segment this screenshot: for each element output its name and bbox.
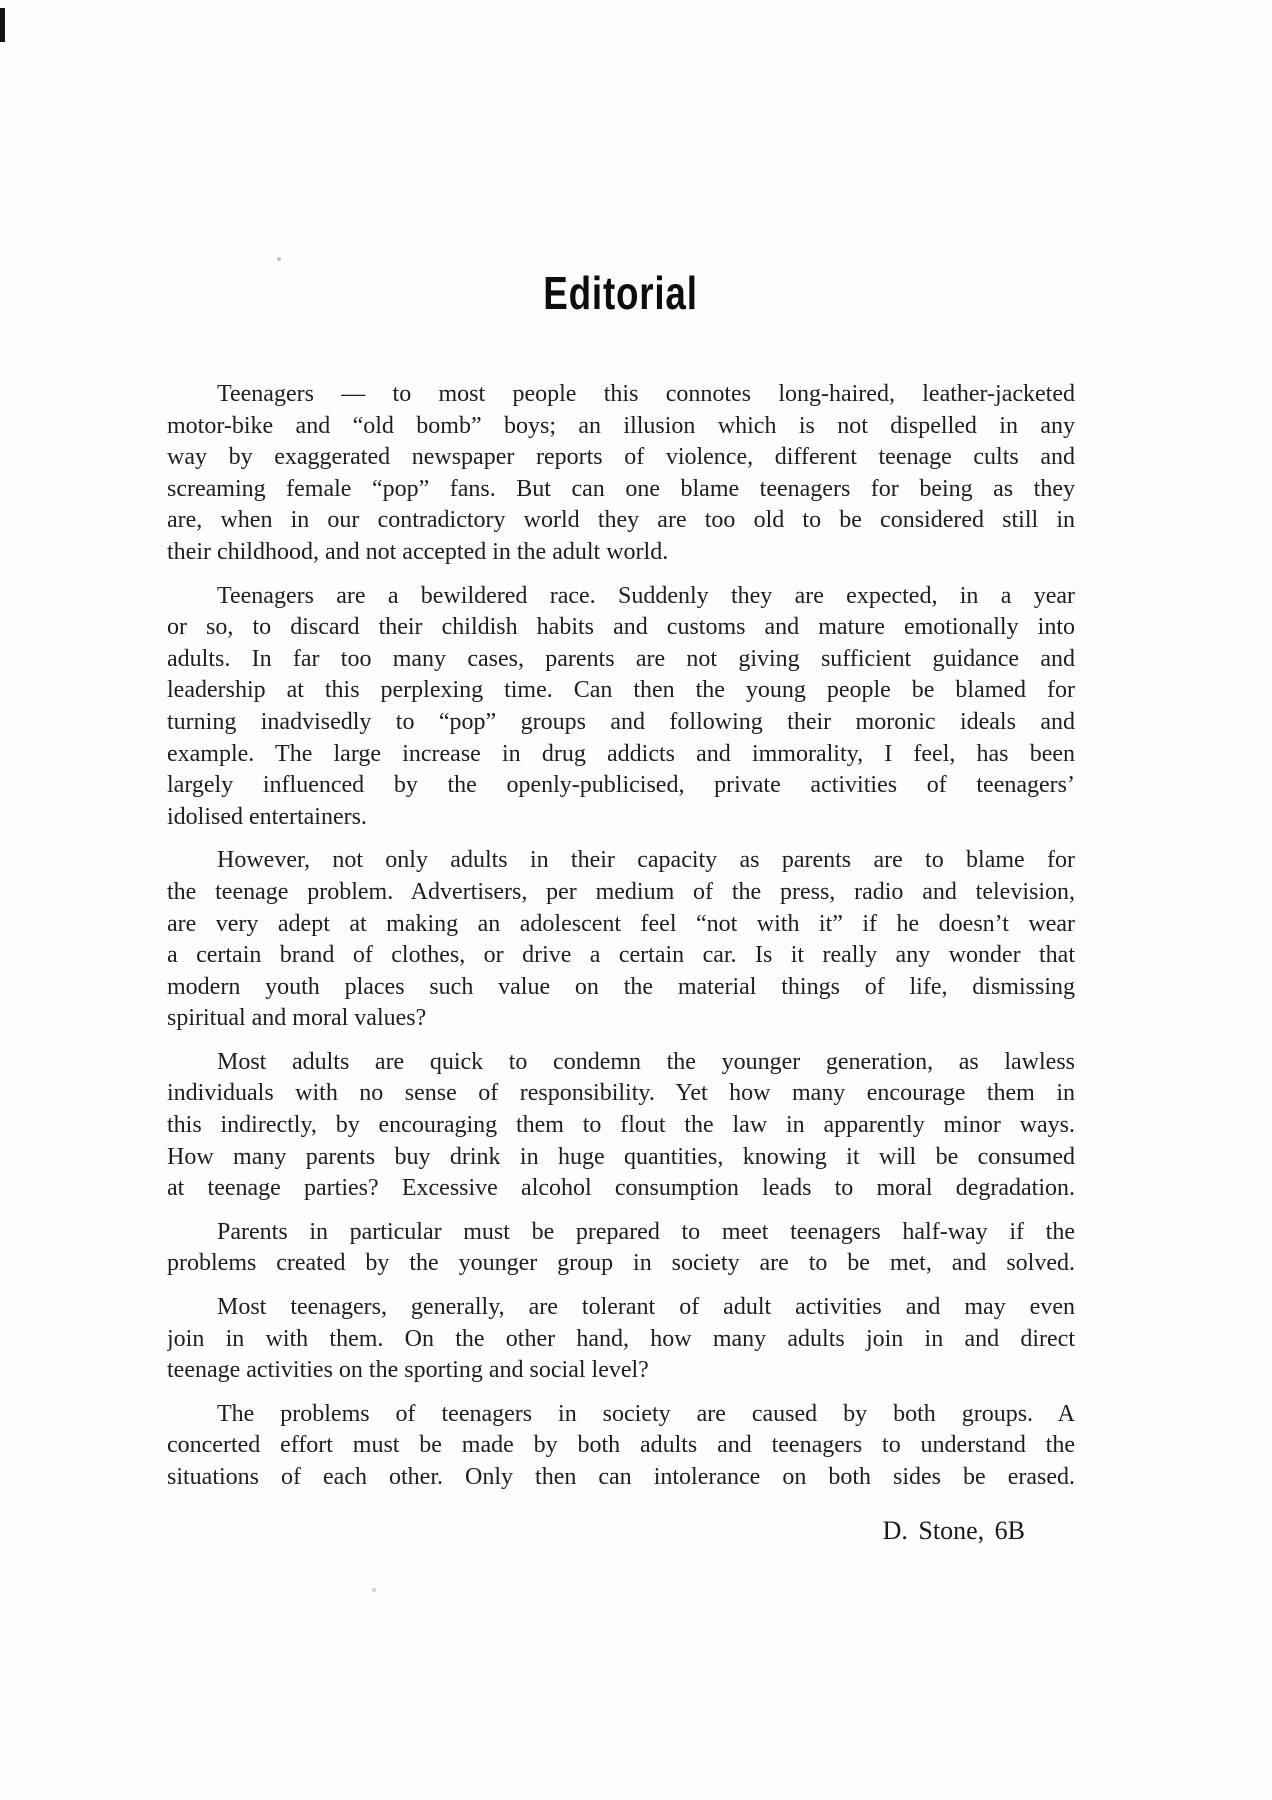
article-body bbox=[167, 379, 1075, 1494]
text-line: example. The large increase in drug addicts and immorality, I feel, has been bbox=[167, 740, 1075, 767]
text-line: the teenage problem. Advertisers, per medium of the press, radio and television, bbox=[167, 878, 1075, 905]
text-line: modern youth places such value on the material things of life, dismissing bbox=[167, 973, 1075, 1000]
paragraph bbox=[167, 845, 1075, 1035]
text-line: or so, to discard their childish habits and customs and mature emotionally into bbox=[167, 614, 1075, 641]
page-title-text: Editorial bbox=[543, 266, 699, 319]
text-line: adults. In far too many cases, parents are not giving sufficient guidance and bbox=[167, 645, 1075, 672]
author-signature: D. Stone, 6B bbox=[882, 1516, 1025, 1545]
text-line: problems created by the younger group in society are to be met, and solved. bbox=[167, 1250, 1075, 1277]
text-line: Most teenagers, generally, are tolerant of adult activities and may even bbox=[217, 1294, 1075, 1321]
paragraph bbox=[167, 1399, 1075, 1494]
scan-speck bbox=[372, 1588, 376, 1592]
text-line: motor-bike and “old bomb” boys; an illusion which is not dispelled in any bbox=[167, 412, 1075, 439]
paragraph bbox=[167, 1217, 1075, 1280]
paragraph bbox=[167, 1292, 1075, 1387]
text-line: situations of each other. Only then can intolerance on both sides be erased. bbox=[167, 1464, 1075, 1490]
text-line: at teenage parties? Excessive alcohol consumption leads to moral degradation. bbox=[167, 1175, 1075, 1202]
text-line: idolised entertainers. bbox=[167, 803, 367, 830]
text-line: turning inadvisedly to “pop” groups and following their moronic ideals and bbox=[167, 708, 1075, 735]
text-line: are, when in our contradictory world they are too old to be considered still in bbox=[167, 507, 1075, 534]
paragraph bbox=[167, 1047, 1075, 1205]
text-line: a certain brand of clothes, or drive a certain car. Is it really any wonder that bbox=[167, 942, 1075, 969]
text-line: concerted effort must be made by both adults and teenagers to understand the bbox=[167, 1432, 1075, 1459]
text-line: this indirectly, by encouraging them to flout the law in apparently minor ways. bbox=[167, 1112, 1075, 1139]
text-line: are very adept at making an adolescent feel “not with it” if he doesn’t wear bbox=[167, 910, 1075, 937]
scan-speck bbox=[277, 257, 281, 261]
text-line: teenage activities on the sporting and social level? bbox=[167, 1357, 649, 1384]
text-line: Most adults are quick to condemn the younger generation, as lawless bbox=[217, 1048, 1075, 1075]
paragraph bbox=[167, 379, 1075, 569]
text-line: How many parents buy drink in huge quantities, knowing it will be consumed bbox=[167, 1143, 1075, 1170]
text-line: join in with them. On the other hand, how many adults join in and direct bbox=[167, 1325, 1075, 1352]
text-line: Parents in particular must be prepared to meet teenagers half-way if the bbox=[217, 1218, 1075, 1245]
text-line: Teenagers are a bewildered race. Suddenly they are expected, in a year bbox=[217, 582, 1075, 609]
text-line: screaming female “pop” fans. But can one blame teenagers for being as they bbox=[167, 475, 1075, 502]
text-line: their childhood, and not accepted in the adult world. bbox=[167, 538, 669, 565]
text-line: way by exaggerated newspaper reports of violence, different teenage cults and bbox=[167, 444, 1075, 471]
text-line: However, not only adults in their capacity as parents are to blame for bbox=[217, 847, 1075, 874]
text-line: largely influenced by the openly-publicised, private activities of teenagers’ bbox=[167, 772, 1075, 799]
scan-artifact-mark bbox=[0, 8, 5, 42]
page-title bbox=[167, 268, 1075, 318]
paragraph bbox=[167, 581, 1075, 834]
text-line: Teenagers — to most people this connotes long-haired, leather-jacketed bbox=[217, 381, 1075, 407]
text-line: individuals with no sense of responsibility. Yet how many encourage them in bbox=[167, 1080, 1075, 1107]
text-line: The problems of teenagers in society are caused by both groups. A bbox=[217, 1400, 1075, 1427]
text-line: leadership at this perplexing time. Can then the young people be blamed for bbox=[167, 677, 1075, 704]
text-line: spiritual and moral values? bbox=[167, 1005, 427, 1032]
